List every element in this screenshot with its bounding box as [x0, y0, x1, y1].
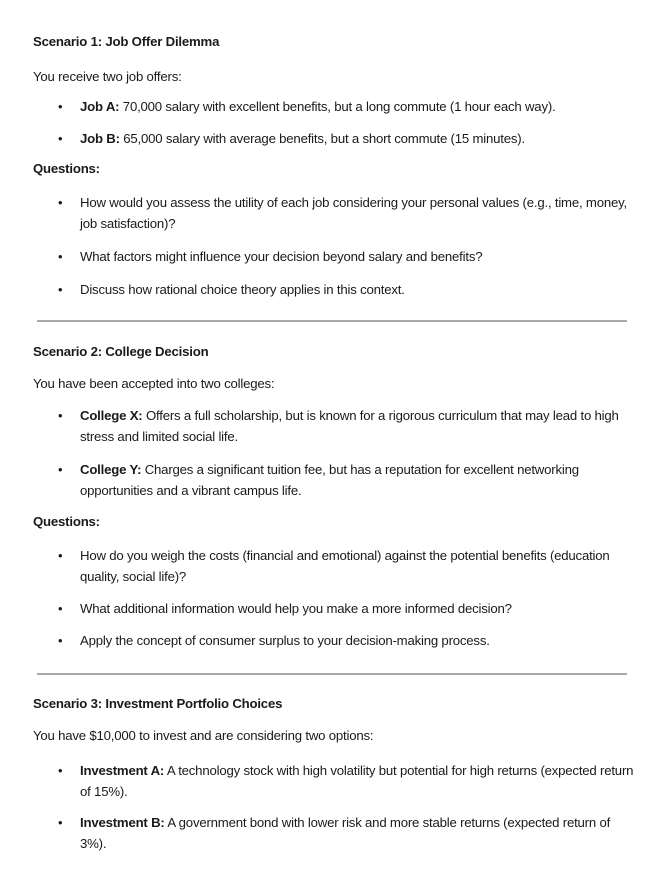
bullet-icon: •	[58, 815, 63, 830]
option-label: Job B:	[80, 131, 120, 146]
scenario-2-question	[58, 630, 638, 651]
option-label: College Y:	[80, 462, 142, 477]
section-divider	[37, 673, 627, 675]
section-divider	[37, 320, 627, 322]
scenario-2-question	[58, 545, 638, 587]
option-text: Charges a significant tuition fee, but has a reputation for excellent networking opportunities and a vibrant campus life.	[80, 462, 579, 498]
scenario-2-intro: You have been accepted into two colleges:	[33, 376, 275, 391]
scenario-1-question	[58, 192, 638, 234]
scenario-1-questions-heading: Questions:	[33, 161, 100, 176]
bullet-icon: •	[58, 462, 63, 477]
question-text: How do you weigh the costs (financial and emotional) against the potential benefits (education quality, social life)?	[80, 548, 610, 584]
bullet-icon: •	[58, 249, 63, 264]
option-label: Investment B:	[80, 815, 165, 830]
bullet-icon: •	[58, 99, 63, 114]
scenario-2-question	[58, 598, 638, 619]
scenario-3-title: Scenario 3: Investment Portfolio Choices	[33, 696, 283, 711]
scenario-1-option-b	[58, 128, 638, 149]
bullet-icon: •	[58, 131, 63, 146]
option-label: Job A:	[80, 99, 120, 114]
option-text: Offers a full scholarship, but is known for a rigorous curriculum that may lead to high stress and limited social life.	[80, 408, 619, 444]
question-text: What factors might influence your decision beyond salary and benefits?	[80, 249, 483, 264]
option-text: 70,000 salary with excellent benefits, but a long commute (1 hour each way).	[119, 99, 556, 114]
bullet-icon: •	[58, 195, 63, 210]
scenario-2-option-x	[58, 405, 638, 447]
option-text: A technology stock with high volatility but potential for high returns (expected return of 15%).	[80, 763, 634, 799]
bullet-icon: •	[58, 408, 63, 423]
scenario-2-option-y	[58, 459, 638, 501]
question-text: What additional information would help you make a more informed decision?	[80, 601, 512, 616]
scenario-3-option-a	[58, 760, 638, 802]
option-label: College X:	[80, 408, 143, 423]
option-label: Investment A:	[80, 763, 165, 778]
question-text: Discuss how rational choice theory applies in this context.	[80, 282, 405, 297]
question-text: Apply the concept of consumer surplus to your decision-making process.	[80, 633, 490, 648]
scenario-1-intro: You receive two job offers:	[33, 69, 182, 84]
scenario-1-question	[58, 279, 638, 300]
scenario-3-intro: You have $10,000 to invest and are considering two options:	[33, 728, 374, 743]
bullet-icon: •	[58, 282, 63, 297]
scenario-1-question	[58, 246, 638, 267]
scenario-1-title: Scenario 1: Job Offer Dilemma	[33, 34, 220, 49]
bullet-icon: •	[58, 601, 63, 616]
scenario-1-option-a	[58, 96, 638, 117]
scenario-2-questions-heading: Questions:	[33, 514, 100, 529]
scenario-3-option-b	[58, 812, 638, 854]
scenario-2-title: Scenario 2: College Decision	[33, 344, 209, 359]
option-text: 65,000 salary with average benefits, but a short commute (15 minutes).	[119, 131, 525, 146]
bullet-icon: •	[58, 763, 63, 778]
question-text: How would you assess the utility of each job considering your personal values (e.g., time, money, job satisfaction)?	[80, 195, 627, 231]
bullet-icon: •	[58, 548, 63, 563]
bullet-icon: •	[58, 633, 63, 648]
option-text: A government bond with lower risk and more stable returns (expected return of 3%).	[80, 815, 611, 851]
